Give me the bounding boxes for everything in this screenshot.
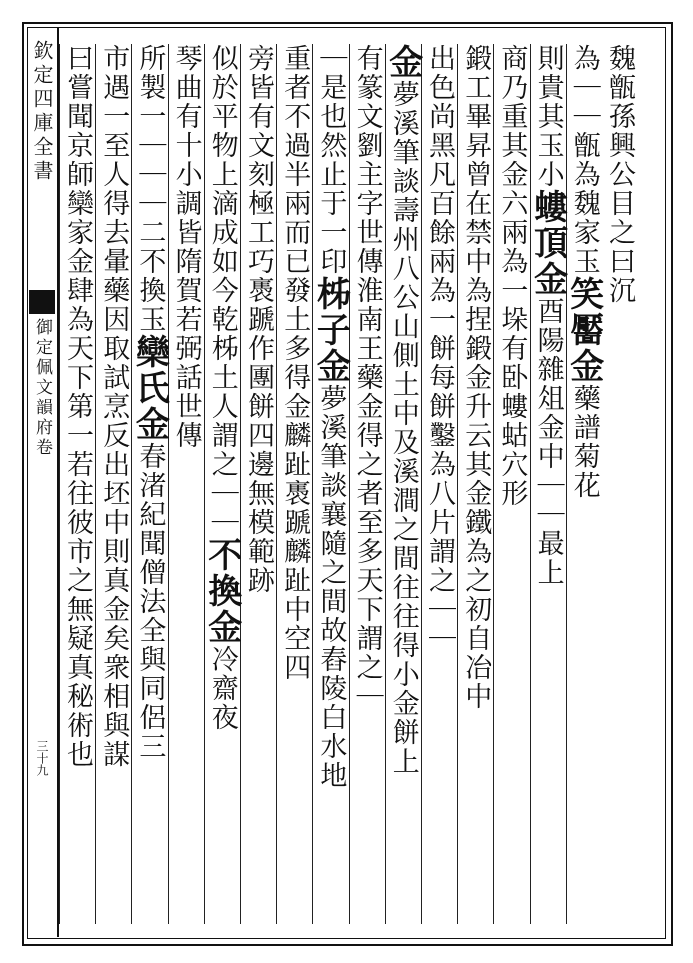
- headword: 欒氏金: [129, 334, 170, 442]
- column-text: 旁皆有文刻極工巧褭蹏作團餅四邊無模範跡: [243, 44, 274, 595]
- fishtail-mark: [29, 290, 55, 314]
- column-text: 似於平物上滴成如今乾柹土人謂之｜｜: [206, 44, 238, 537]
- column-text: 有篆文劉主字世傳淮南王藥金得之者至多天下謂之｜: [351, 44, 383, 711]
- margin-title: 欽定四庫全書: [30, 40, 54, 184]
- text-column: [201, 44, 242, 924]
- headword: 笑靨金: [563, 276, 604, 384]
- column-text: 六兩為一垛有卧螻蛄穴形: [496, 189, 528, 508]
- column-text: 則貴其玉小: [532, 44, 564, 189]
- headword: 金: [382, 44, 423, 80]
- text-column: [602, 44, 636, 924]
- page-number: 三十九: [35, 740, 49, 776]
- column-text: 琴曲有十小調皆隋賀若弼: [170, 44, 202, 363]
- text-column: [563, 44, 604, 924]
- column-text: 為｜｜甑為魏家玉: [568, 44, 600, 276]
- text-column: [349, 44, 384, 924]
- margin-book-title: 御定佩文韻府卷: [32, 318, 52, 458]
- text-column: [59, 44, 94, 924]
- text-column: [168, 44, 203, 924]
- text-column: [527, 44, 568, 924]
- column-text: 冷齋夜: [206, 645, 238, 732]
- column-text: 商乃重其金: [496, 44, 528, 189]
- column-text: 魏甑孫興公目之曰沉: [604, 44, 635, 305]
- column-text: 發土多得金麟趾褭蹏麟趾中空四: [279, 276, 311, 682]
- column-text: 鍛工畢昇曾在禁中為捏鍛金升云其金鐵為之初自冶中: [460, 44, 492, 711]
- column-text: 曰嘗聞京師欒家金肆為天下第一若往彼市之無疑真秘術也: [62, 44, 93, 769]
- column-text: 話世傳: [170, 363, 202, 450]
- text-column: [276, 44, 311, 924]
- column-text: ｜是也然止于一印: [315, 44, 347, 276]
- text-column: [382, 44, 423, 924]
- column-text: 出色尚黑凡百餘兩為一餅每餅鑿為八片謂之｜｜: [424, 44, 455, 653]
- text-column: [421, 44, 456, 924]
- column-text: 重者不過半兩而已: [279, 44, 311, 276]
- text-column: [457, 44, 492, 924]
- text-column: [129, 44, 170, 924]
- column-text: 春渚紀聞僧法全與同侶三: [134, 442, 166, 761]
- text-column: [493, 44, 528, 924]
- column-text: 酉陽雜俎金中｜｜最上: [532, 297, 564, 587]
- text-column: [240, 44, 275, 924]
- text-column: [95, 44, 130, 924]
- text-column: [310, 44, 351, 924]
- column-text: 所製一｜｜｜二不換玉: [134, 44, 166, 334]
- column-text: 夢溪筆談壽州八公山側土中及溪澗之間往往得小金餅上: [387, 80, 419, 776]
- headword: 螻頂金: [527, 189, 568, 297]
- headword: 柹子金: [310, 276, 351, 384]
- headword: 不換金: [201, 537, 242, 645]
- column-text: 市遇一至人得去暈藥因取試烹反出坯中則真金矣衆相與謀: [98, 44, 130, 769]
- column-text: 藥譜菊花: [568, 384, 600, 500]
- column-text: 夢溪筆談襄隨之間故舂陵白水地: [315, 384, 347, 790]
